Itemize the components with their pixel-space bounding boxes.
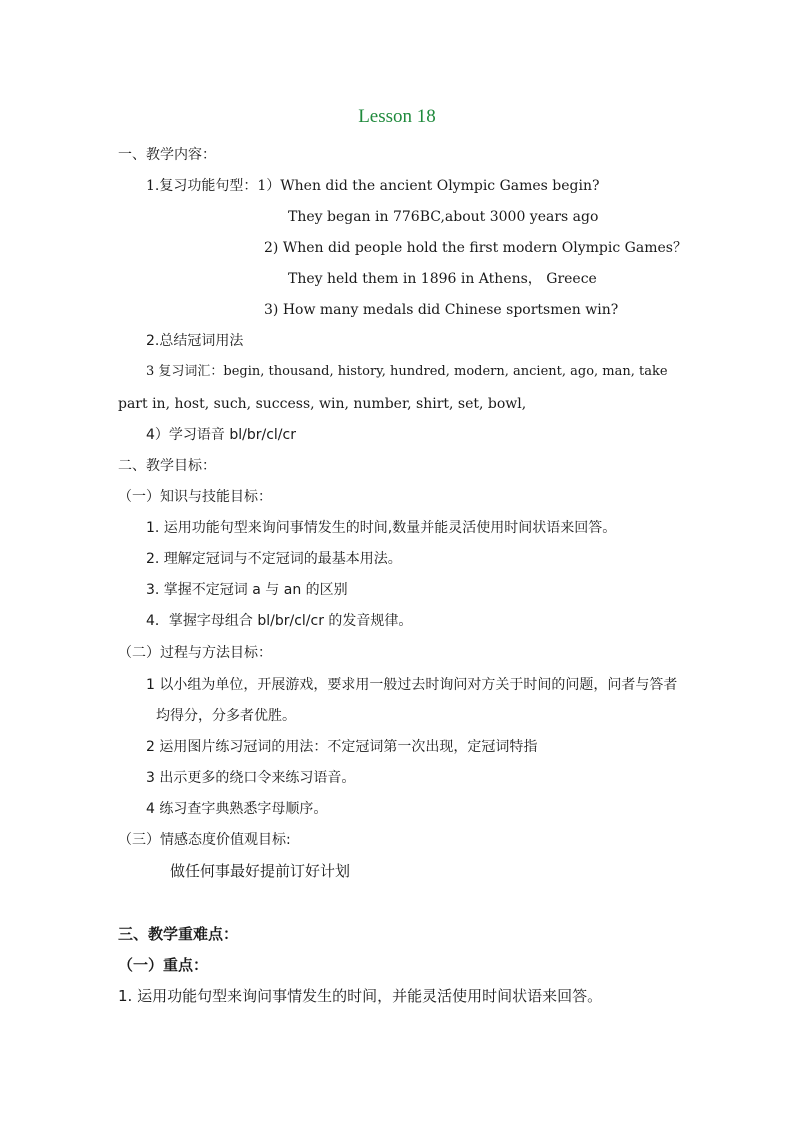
section-3-sub-1-heading: （一）重点：	[118, 956, 209, 974]
sub-2-item-4: 4 练习查字典熟悉字母顺序。	[146, 801, 328, 817]
sub-3-heading: （三）情感态度价值观目标:	[118, 832, 291, 848]
section-3-heading: 三、教学重难点：	[118, 925, 239, 943]
sub-2-item-2: 2 运用图片练习冠词的用法：不定冠词第一次出现，定冠词特指	[146, 739, 538, 755]
lesson-title: Lesson 18	[358, 106, 436, 127]
section-2-heading: 二、教学目标：	[118, 458, 216, 474]
item-2: 2.总结冠词用法	[146, 333, 244, 349]
item-3-line-2: part in, host, such, success, win, number, shirt, set, bowl,	[118, 396, 527, 412]
sub-2-item-3: 3 出示更多的绕口令来练习语音。	[146, 770, 356, 786]
sub-1-item-1: 1. 运用功能句型来询问事情发生的时间,数量并能灵活使用时间状语来回答。	[146, 520, 617, 536]
sub-1-heading: （一）知识与技能目标：	[118, 489, 272, 505]
item-4: 4）学习语音 bl/br/cl/cr	[146, 427, 296, 443]
item-1-answer-1: They began in 776BC,about 3000 years ago	[288, 209, 599, 225]
sub-2-heading: （二）过程与方法目标：	[118, 645, 272, 661]
section-3-item-1: 1. 运用功能句型来询问事情发生的时间，并能灵活使用时间状语来回答。	[118, 987, 603, 1005]
sub-1-item-2: 2. 理解定冠词与不定冠词的最基本用法。	[146, 551, 402, 567]
item-3-line-1: 3 复习词汇：begin, thousand, history, hundred, modern, ancient, ago, man, take	[146, 364, 668, 379]
item-1-question-2: 2) When did people hold the first modern Olympic Games？	[264, 240, 687, 256]
sub-2-item-1-line-1: 1 以小组为单位，开展游戏，要求用一般过去时询问对方关于时间的问题，问者与答者	[146, 677, 678, 693]
item-1-question-1: 1.复习功能句型：1）When did the ancient Olympic Games begin?	[146, 178, 600, 194]
item-1-question-3: 3) How many medals did Chinese sportsmen win?	[264, 302, 619, 318]
section-1-heading: 一、教学内容：	[118, 147, 216, 163]
sub-2-item-1-line-2: 均得分，分多者优胜。	[156, 708, 296, 724]
sub-1-item-3: 3. 掌握不定冠词 a 与 an 的区别	[146, 582, 348, 598]
item-1-answer-2: They held them in 1896 in Athens， Greece	[288, 271, 597, 287]
sub-1-item-4: 4．掌握字母组合 bl/br/cl/cr 的发音规律。	[146, 613, 413, 629]
sub-3-item: 做任何事最好提前订好计划	[170, 862, 351, 880]
